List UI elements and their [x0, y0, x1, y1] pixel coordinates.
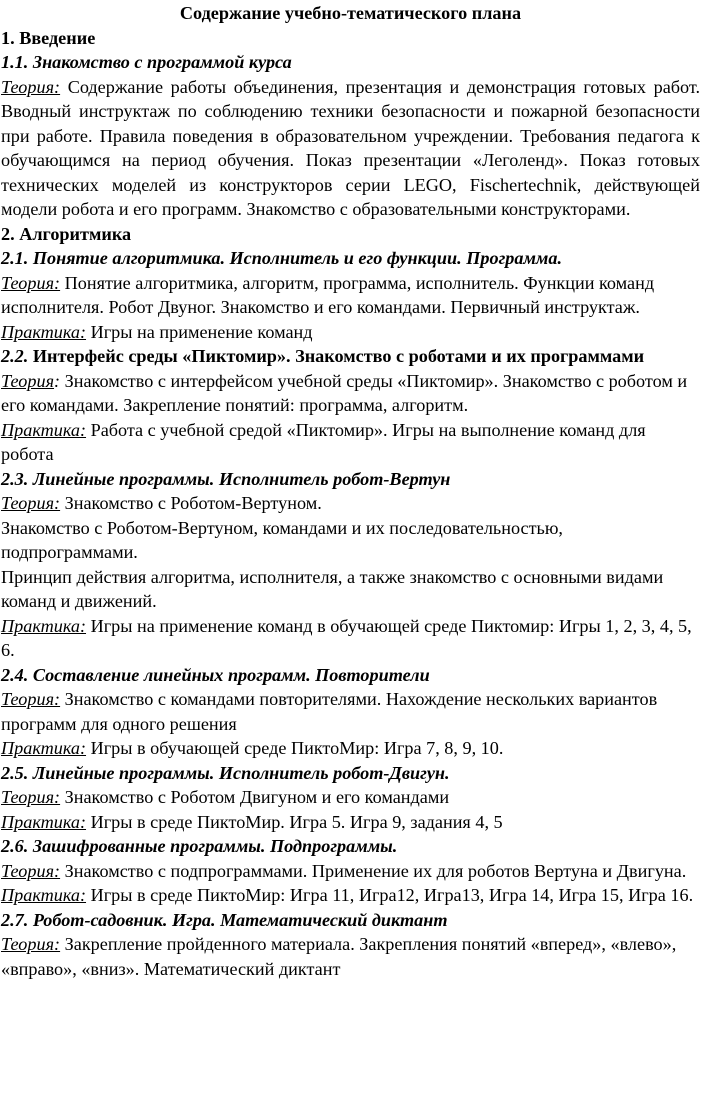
subsection-2-1-heading: 2.1. Понятие алгоритмика. Исполнитель и его функции. Программа.: [1, 248, 563, 268]
subsection-2-3-practice: [1, 614, 700, 663]
section-2-heading: 2. Алгоритмика: [1, 223, 132, 244]
document-title: Содержание учебно-тематического плана: [179, 3, 522, 23]
subsection-2-3-heading: 2.3. Линейные программы. Исполнитель робот-Вертун: [1, 468, 451, 489]
subsection-2-3-line-3: Принцип действия алгоритма, исполнителя, а также знакомство с основными видами команд и движений.: [1, 566, 664, 611]
subsection-2-5-practice: [1, 810, 700, 835]
practice-label: Практика:: [1, 321, 87, 342]
practice-text: Игры на применение команд в обучающей среде Пиктомир: Игры 1, 2, 3, 4, 5, 6.: [1, 615, 692, 660]
subsection-2-6-practice: [1, 883, 700, 908]
subsection-2-4-practice: [1, 736, 700, 761]
theory-text: Знакомство с интерфейсом учебной среды «Пиктомир». Знакомство с роботом и его командами. Закрепление понятий: программа, алгоритм.: [1, 370, 688, 415]
subsection-2-6-heading: 2.6. Зашифрованные программы. Подпрограммы.: [1, 836, 398, 856]
practice-text: Работа с учебной средой «Пиктомир». Игры на выполнение команд для робота: [1, 419, 646, 464]
subsection-2-5-heading: 2.5. Линейные программы. Исполнитель робот-Двигун.: [1, 762, 450, 783]
theory-label: Теория:: [1, 787, 61, 807]
theory-colon: :: [54, 370, 61, 391]
practice-text: Игры на применение команд: [86, 321, 313, 342]
subsection-2-6-theory: [1, 859, 700, 884]
subsection-2-3-theory: [1, 491, 700, 516]
theory-text: Знакомство с Роботом-Вертуном.: [60, 493, 322, 513]
theory-text: Понятие алгоритмика, алгоритм, программа, исполнитель. Функции команд исполнителя. Робот Двуног. Знакомство и его командами. Первичный инструктаж.: [1, 272, 655, 317]
theory-text: Знакомство с Роботом Двигуном и его командами: [60, 787, 450, 807]
subsection-2-2-theory: [1, 369, 700, 418]
subsection-2-2-title: Интерфейс среды «Пиктомир». Знакомство с роботами и их программами: [28, 346, 645, 366]
subsection-2-7-heading: 2.7. Робот-садовник. Игра. Математический диктант: [1, 909, 448, 930]
theory-text: Знакомство с подпрограммами. Применение их для роботов Вертуна и Двигуна.: [60, 860, 687, 881]
practice-label: Практика:: [1, 738, 87, 758]
subsection-2-5-theory: [1, 785, 700, 810]
subsection-2-1-theory: [1, 271, 700, 320]
theory-label: Теория:: [1, 272, 61, 293]
practice-text: Игры в обучающей среде ПиктоМир: Игра 7, 8, 9, 10.: [86, 738, 504, 758]
subsection-2-1-practice: [1, 320, 700, 345]
theory-text: Содержание работы объединения, презентация и демонстрация готовых работ. Вводный инструктаж по соблюдению техники безопасности и пожарной безопасности при работе. Правила поведения в образовательном учреждении. Требования педагога к обучающимся на период обучения. Показ презентации «Леголенд». Показ готовых технических моделей из конструкторов серии LEGO, Fischertechnik, действующей модели робота и его программ. Знакомство с образовательными конструкторами.: [1, 76, 700, 219]
subsection-2-2-number: 2.2.: [1, 346, 29, 366]
practice-label: Практика:: [1, 811, 87, 832]
practice-text: Игры в среде ПиктоМир: Игра 11, Игра12, Игра13, Игра 14, Игра 15, Игра 16.: [86, 885, 694, 905]
subsection-2-7-theory: [1, 932, 700, 981]
theory-label: Теория:: [1, 76, 61, 97]
subsection-2-3-line-2: Знакомство с Роботом-Вертуном, командами и их последовательностью, подпрограммами.: [1, 517, 563, 562]
subsection-2-4-theory: [1, 687, 700, 736]
theory-label: Теория:: [1, 689, 61, 709]
subsection-2-2-heading: [1, 344, 700, 369]
practice-text: Игры в среде ПиктоМир. Игра 5. Игра 9, задания 4, 5: [86, 811, 503, 832]
theory-label: Теория:: [1, 860, 61, 881]
section-1-heading: 1. Введение: [1, 27, 96, 48]
practice-label: Практика:: [1, 615, 87, 636]
subsection-1-1-theory: [1, 75, 700, 222]
practice-label: Практика:: [1, 419, 87, 440]
theory-label: Теория: [1, 370, 55, 391]
subsection-2-4-heading: 2.4. Составление линейных программ. Повторители: [1, 664, 430, 685]
theory-label: Теория:: [1, 493, 61, 513]
subsection-1-1-heading: 1.1. Знакомство с программой курса: [1, 52, 292, 72]
theory-label: Теория:: [1, 934, 61, 954]
theory-text: Закрепление пройденного материала. Закрепления понятий «вперед», «влево», «вправо», «вниз». Математический диктант: [1, 934, 677, 979]
subsection-2-2-practice: [1, 418, 700, 467]
practice-label: Практика:: [1, 885, 87, 905]
theory-text: Знакомство с командами повторителями. Нахождение нескольких вариантов программ для одного решения: [1, 689, 658, 734]
